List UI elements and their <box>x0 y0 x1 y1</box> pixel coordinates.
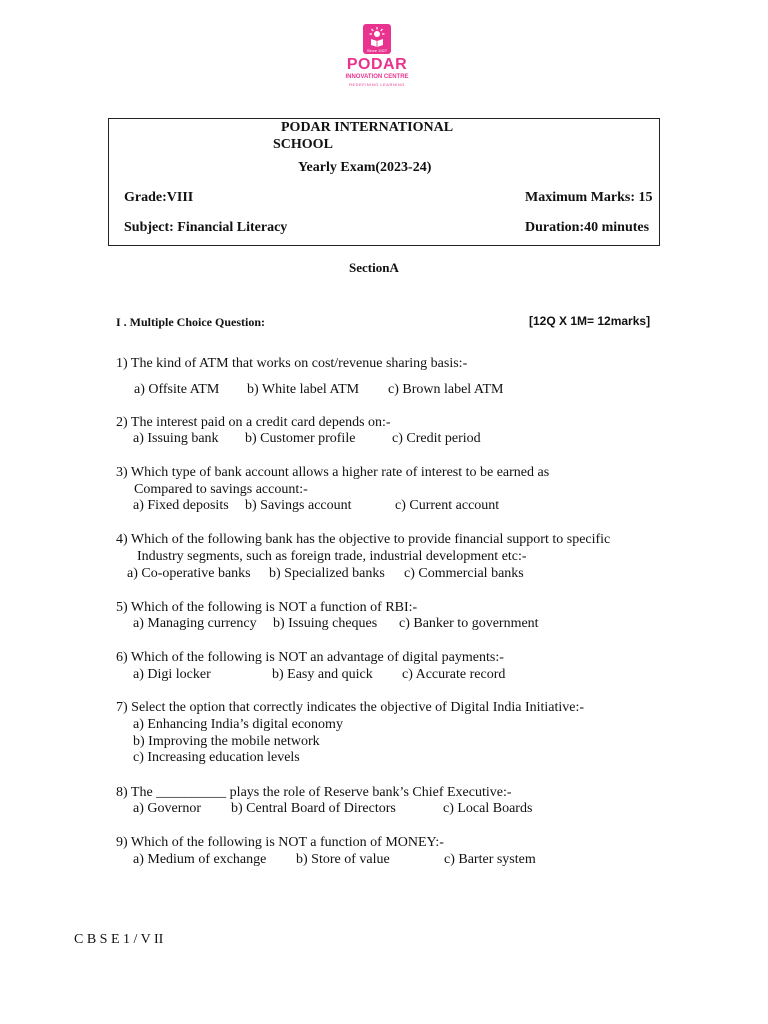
school-name-line1: PODAR INTERNATIONAL <box>281 120 454 135</box>
question-8: 8) The __________ plays the role of Reserve bank’s Chief Executive:- <box>116 785 512 800</box>
question-9: 9) Which of the following is NOT a function of MONEY:- <box>116 835 444 850</box>
max-marks: Maximum Marks: 15 <box>525 190 653 205</box>
q4-option-b: b) Specialized banks <box>269 566 385 581</box>
q5-option-a: a) Managing currency <box>133 616 257 631</box>
q1-option-c: c) Brown label ATM <box>388 382 504 397</box>
q2-option-b: b) Customer profile <box>245 431 356 446</box>
q8-option-b: b) Central Board of Directors <box>231 801 396 816</box>
question-4: 4) Which of the following bank has the objective to provide financial support to specific <box>116 532 611 547</box>
q6-option-a: a) Digi locker <box>133 667 211 682</box>
q3-option-b: b) Savings account <box>245 498 352 513</box>
q6-option-c: c) Accurate record <box>402 667 506 682</box>
part-heading: I . Multiple Choice Question: <box>116 315 265 329</box>
section-title: SectionA <box>349 260 399 275</box>
q7-option-b: b) Improving the mobile network <box>133 734 320 749</box>
q7-option-a: a) Enhancing India’s digital economy <box>133 717 343 732</box>
q5-option-b: b) Issuing cheques <box>273 616 378 631</box>
q8-option-a: a) Governor <box>133 801 202 816</box>
q4-option-c: c) Commercial banks <box>404 566 524 581</box>
question-3-cont: Compared to savings account:- <box>134 482 308 497</box>
logo-badge: Since 1927 <box>366 48 387 53</box>
duration: Duration:40 minutes <box>525 220 650 235</box>
q9-option-a: a) Medium of exchange <box>133 852 267 867</box>
logo-emblem-icon <box>363 24 391 54</box>
logo-subtitle: INNOVATION CENTRE <box>345 74 409 80</box>
subject: Subject: Financial Literacy <box>124 220 288 235</box>
q3-option-c: c) Current account <box>395 498 500 513</box>
page-footer: C B S E 1 / V II <box>74 932 164 947</box>
logo-tagline: REDEFINING LEARNING <box>349 82 405 87</box>
question-2: 2) The interest paid on a credit card depends on:- <box>116 415 391 430</box>
grade: Grade:VIII <box>124 190 194 205</box>
q2-option-c: c) Credit period <box>392 431 481 446</box>
q2-option-a: a) Issuing bank <box>133 431 219 446</box>
q1-option-a: a) Offsite ATM <box>134 382 220 397</box>
q4-option-a: a) Co-operative banks <box>127 566 251 581</box>
question-4-cont: Industry segments, such as foreign trade, industrial development etc:- <box>137 549 527 564</box>
logo-wordmark: PODAR <box>346 56 408 73</box>
q9-option-b: b) Store of value <box>296 852 390 867</box>
q6-option-b: b) Easy and quick <box>272 667 373 682</box>
q5-option-c: c) Banker to government <box>399 616 539 631</box>
q9-option-c: c) Barter system <box>444 852 536 867</box>
school-name-line2: SCHOOL <box>273 137 333 152</box>
question-7: 7) Select the option that correctly indicates the objective of Digital India Initiative:- <box>116 700 585 715</box>
q3-option-a: a) Fixed deposits <box>133 498 229 513</box>
q8-option-c: c) Local Boards <box>443 801 533 816</box>
q7-option-c: c) Increasing education levels <box>133 750 300 765</box>
question-3: 3) Which type of bank account allows a higher rate of interest to be earned as <box>116 465 550 480</box>
question-6: 6) Which of the following is NOT an advantage of digital payments:- <box>116 650 504 665</box>
q1-option-b: b) White label ATM <box>247 382 360 397</box>
part-marks: [12Q X 1M= 12marks] <box>529 314 651 328</box>
exam-title: Yearly Exam(2023-24) <box>298 160 432 175</box>
podar-logo <box>343 24 411 90</box>
question-5: 5) Which of the following is NOT a function of RBI:- <box>116 600 418 615</box>
question-1: 1) The kind of ATM that works on cost/revenue sharing basis:- <box>116 356 468 371</box>
